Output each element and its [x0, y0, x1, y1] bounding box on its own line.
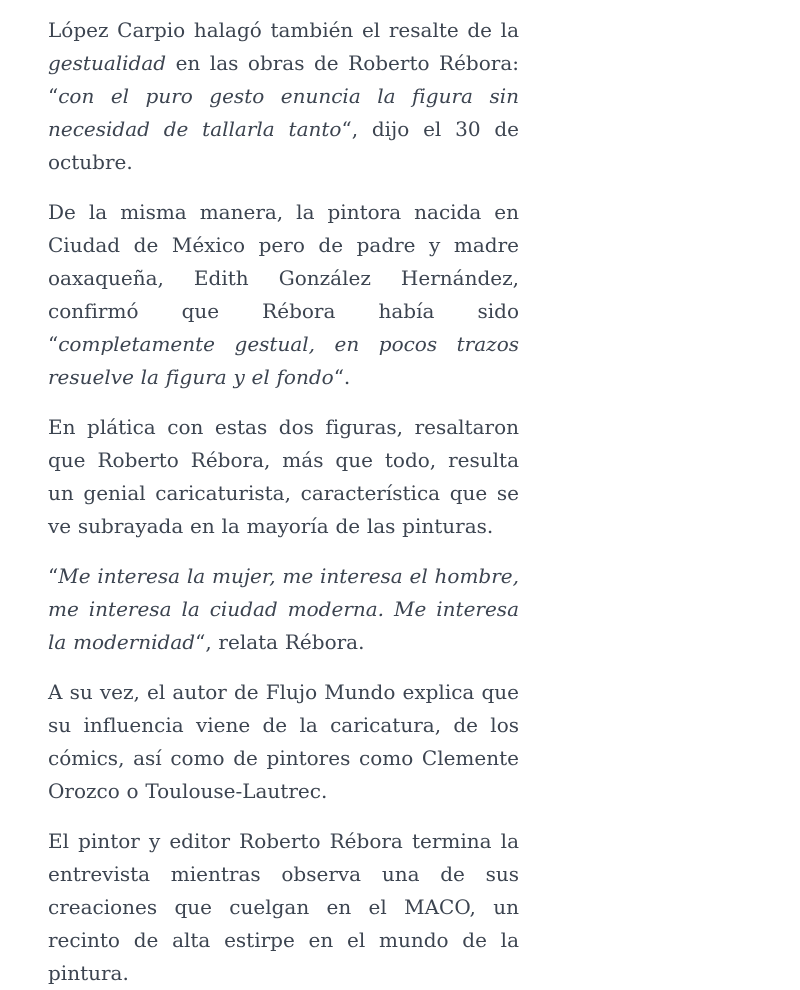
paragraph-3: [48, 411, 519, 543]
text-run: El pintor y editor Roberto Rébora termina la entrevista mientras observa una de sus creaciones que cuelgan en el MACO, un recinto de alta estirpe en el mundo de la pintura.: [48, 829, 519, 985]
text-run: En plática con estas dos figuras, resaltaron que Roberto Rébora, más que todo, resulta un genial caricaturista, característica que se ve subrayada en la mayoría de las pinturas.: [48, 415, 519, 538]
italic-term: gestualidad: [48, 51, 167, 75]
text-run: A su vez, el autor de Flujo Mundo explica que su influencia viene de la caricatura, de los cómics, así como de pintores como Clemente Orozco o Toulouse-Lautrec.: [48, 680, 519, 803]
text-run: en las obras de Roberto Rébora: “: [48, 51, 519, 108]
text-run: “, relata Rébora.: [195, 630, 365, 654]
italic-quote: con el puro gesto enuncia la figura sin necesidad de tallarla tanto: [48, 84, 519, 141]
paragraph-1: [48, 14, 519, 179]
paragraph-4: [48, 560, 519, 659]
text-run: “, dijo el 30 de octubre.: [48, 117, 520, 174]
italic-quote: completamente gestual, en pocos trazos resuelve la figura y el fondo: [48, 332, 519, 389]
text-run: De la misma manera, la pintora nacida en Ciudad de México pero de padre y madre oaxaqueña, Edith González Hernández, confirmó que Rébora había sido “: [48, 200, 519, 356]
text-run: “.: [333, 365, 351, 389]
text-run: “: [48, 564, 59, 588]
italic-quote: Me interesa la mujer, me interesa el hombre, me interesa la ciudad moderna. Me interesa la modernidad: [48, 564, 519, 654]
paragraph-6: [48, 825, 519, 990]
paragraph-2: [48, 196, 519, 394]
text-run: López Carpio halagó también el resalte de la: [48, 18, 519, 42]
paragraph-5: [48, 676, 519, 808]
